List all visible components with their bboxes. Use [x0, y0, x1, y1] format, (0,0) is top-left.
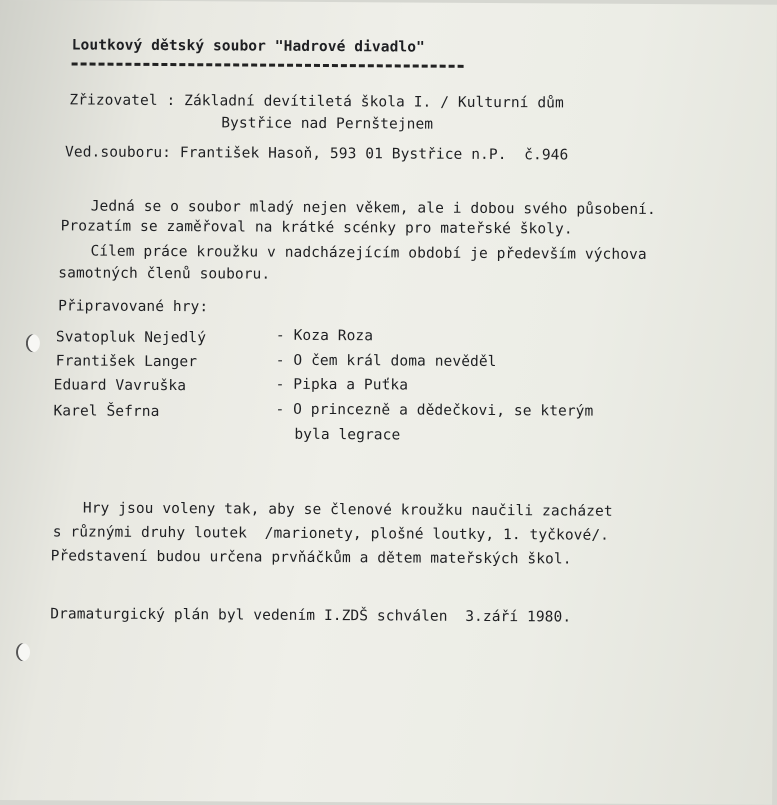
play-author: Karel Šefrna — [53, 403, 160, 420]
play-author: František Langer — [55, 353, 198, 371]
document-title: Loutkový dětský soubor "Hadrové divadlo" — [71, 37, 425, 56]
paragraph-1-line-1: Jedná se o soubor mladý nejen věkem, ale i dobou svého působení. — [90, 198, 656, 219]
punch-hole-bottom — [16, 643, 30, 661]
paragraph-1-line-2: Prozatím se zaměřoval na krátké scénky pro mateřské školy. — [60, 218, 573, 238]
zrizovatel-line-1: Zřizovatel : Základní devítiletá škola I. / Kulturní dům — [69, 92, 564, 112]
play-author: Svatopluk Nejedlý — [55, 329, 207, 347]
zrizovatel-line-2: Bystřice nad Pernštejnem — [221, 115, 434, 133]
play-title-continuation: byla legrace — [294, 426, 401, 444]
title-underline — [72, 62, 464, 67]
play-title: - O čem král doma nevěděl — [275, 352, 497, 371]
paragraph-1-line-4: samotných členů souboru. — [58, 265, 271, 283]
play-title: - O princezně a dědečkovi, se kterým — [275, 401, 594, 420]
paragraph-2-line-2: s různými druhy loutek /marionety, plošné loutky, 1. tyčkové/. — [52, 524, 610, 544]
play-title: - Koza Roza — [275, 327, 374, 345]
vedouci-souboru-line: Ved.souboru: František Hasoň, 593 01 Bystřice n.P. č.946 — [65, 144, 569, 164]
play-author: Eduard Vavruška — [53, 377, 187, 395]
play-title: - Pipka a Puťka — [275, 376, 409, 394]
plays-heading: Připravované hry: — [58, 298, 209, 316]
punch-hole-top — [26, 334, 40, 352]
paragraph-2-line-3: Představení budou určena prvňáčkům a dětem mateřských škol. — [50, 548, 572, 568]
paragraph-2-line-1: Hry jsou voleny tak, aby se členové kroužku naučili zacházet — [82, 500, 613, 520]
closing-statement: Dramaturgický plán byl vedením I.ZDŠ schválen 3.září 1980. — [50, 606, 572, 626]
paragraph-1-line-3: Cílem práce kroužku v nadcházejícím období je především výchova — [90, 243, 647, 263]
